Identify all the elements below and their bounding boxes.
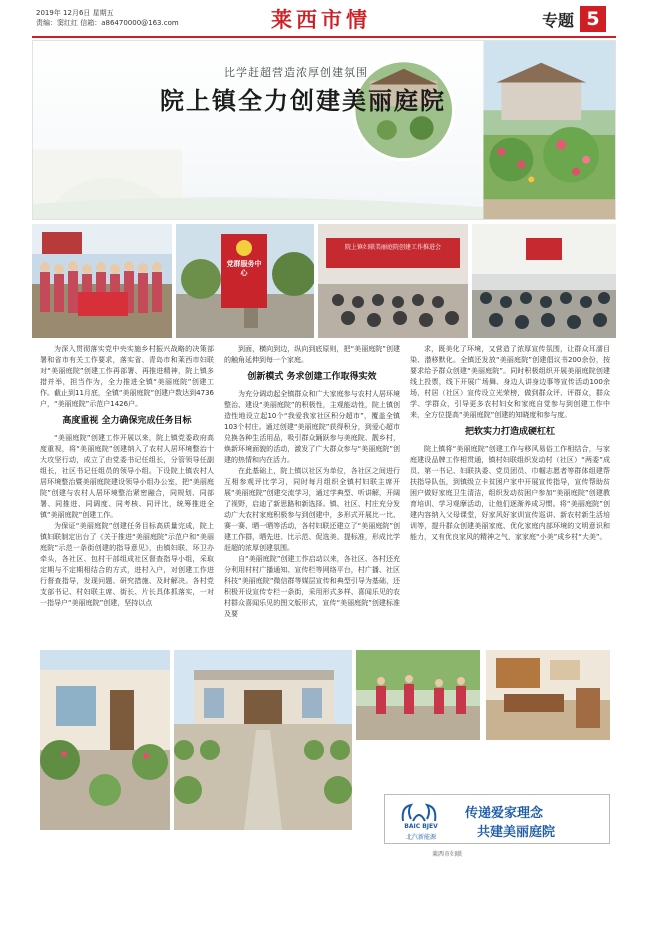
section-heading: 高度重视 全力确保完成任务目标 xyxy=(62,416,192,426)
paragraph: 在此基础上，院上镇以社区为单位，各社区之间进行互相参观评比学习，同时每月组织全镇村妇联主席开展“美丽庭院”创建交流学习，通过学典型、听讲解，开阔了视野，启迪了新思路和新选择。镇、社区、村庄充分发动广大农村家庭积极参与到创建中，多形式开展比一比、赛一赛、晒一晒等活动，各村妇联还建立了“美丽庭院”创建工作群，晒先进、比示范、促选美、提标准，形成比学赶超的浓厚创建氛围。 xyxy=(224,467,400,552)
paragraph: 到面，横向到边，纵向到底原则，把“美丽庭院”创建的触角延伸到每一个家庭。 xyxy=(224,345,400,364)
baic-logo-icon xyxy=(397,801,441,825)
sponsor-brand: BAIC BJEV xyxy=(404,823,438,830)
sponsor-advertisement xyxy=(384,794,610,844)
sponsor-brand-cn: 北汽新能源 xyxy=(405,834,436,841)
article-title: 院上镇全力创建美丽庭院 xyxy=(160,86,446,115)
paragraph: 为充分调动起全镇群众和广大家庭参与农村人居环境整治、建设“美丽庭院”的积极性，主观能动性，院上镇创造性地设立起10个“我爱我家社区积分超市”，覆盖全镇103个村庄。通过创建“美丽庭院”获得积分，到爱心超市兑换各种生活用品，吸引群众踊跃参与美庭院、靓乡村，焕新环境面貌的活动，激发了广大群众参与“美丽庭院”创建的热情和内在活力。 xyxy=(224,390,400,464)
ad-slogan-line-1: 传递爱家理念 xyxy=(465,806,544,821)
issue-date: 2019年 12月6日 星期五 xyxy=(36,9,114,17)
article-column-1 xyxy=(40,344,214,644)
editor-contact: 责编：窦红红 信箱：a86470000@163.com xyxy=(36,19,179,27)
photo-interior-room xyxy=(486,650,610,740)
newspaper-masthead: 莱西市情 xyxy=(271,7,371,32)
photo-meeting-hall xyxy=(318,224,468,338)
ad-slogan-line-2: 共建美丽庭院 xyxy=(477,825,556,840)
credit-label: 莱西市妇联 xyxy=(432,851,463,858)
paragraph: 求，既美化了环境，又营造了浓厚宣传氛围，让群众耳濡目染、潜移默化。全镇还发放“美丽庭院”创建倡议书200余份，按要求给予群众创建“美丽庭院”。同时积极组织开展美丽庭院创建线上投票，线下开展广场舞、身边人讲身边事等宣传活动100余场，村居（社区）宣传设立光荣榜，做到群众评、评群众，群众学、学群众，引导更多农村妇女和家庭自觉参与到创建工作中来，全方位提高“美丽庭院”创建的知晓度和参与度。 xyxy=(410,345,610,419)
photo-village-street xyxy=(174,650,352,830)
section-label: 专题 xyxy=(542,11,575,30)
article-column-2 xyxy=(224,344,400,644)
party-sign-text: 党群服务中心 xyxy=(226,260,262,277)
page-number: 5 xyxy=(580,6,606,32)
meeting-banner-text: 院上镇妇联美丽庭院创建工作推进会 xyxy=(344,244,441,251)
photo-house-courtyard xyxy=(40,650,170,830)
photo-party-service-sign xyxy=(176,224,314,338)
paragraph: 为保证“美丽庭院”创建任务目标高质量完成，院上镇妇联制定出台了《关于推进“美丽庭院”示范户和“美丽庭院”示范一条街创建的指导意见》，由镇妇联、环卫办牵头，各社区、包村干部组成社区督查指导小组，采取定期与不定期相结合的方式，进村入户，对创建工作进行督查指导，发现问题、研究措施、及时解决。各村党支部书记、村妇联主席、街长、片长具体抓落实，一对一指导户“美丽庭院”创建，坚持以点 xyxy=(40,522,214,607)
paragraph: “美丽庭院”创建工作开展以来，院上镇党委政府高度重视，将“美丽庭院”创建纳入了农村人居环境整治十大攻坚行动，成立了由党委书记任组长，分管领导任副组长，社区书记任组员的领导小组。下设院上镇农村人居环境整治暨美丽庭院建设领导小组办公室，把“美丽庭院”创建与农村人居环境整治紧密融合，同规划、同部署、同推进、同调度、同考核、同评比，统筹推进全镇“美丽庭院”创建工作。 xyxy=(40,434,214,519)
paragraph: 院上镇将“美丽庭院”创建工作与移风易俗工作相结合，与家庭建设品牌工作相贯通，镇村妇联组织发动村（社区）“两委”成员、第一书记、妇联执委、党员团员、巾帼志愿者等群体组建帮扶指导队伍，到镇级立卡贫困户家中开展宣传指导，宣传帮助贫困户做好家庭卫生清洁，组织发动贫困户参加“美丽庭院”创建教育培训、学习观摩活动，让他们逐渐养成习惯。将“美丽庭院”创建内容纳入父母课堂，好家风好家训宣传巡讲、新农村新生活培训等，提升群众创建美丽家庭、优化家庭内部环境的文明意识和能力，又有优良家风的精神之气，家家庭“小美”成乡村“大美”。 xyxy=(410,445,610,541)
photo-volunteers xyxy=(356,650,480,740)
section-heading: 把软实力打造成硬杠杠 xyxy=(464,427,555,437)
paragraph: 为深入贯彻落实党中央实施乡村振兴战略的决策部署和省市有关工作要求，落实省、青岛市和莱西市妇联对“美丽庭院”创建工作再部署、再推进精神，院上镇多措并举，担当作为，全力推进全镇“美丽庭院”创建工作。截止到11月底，全镇“美丽庭院”创建户数达到4736户，“美丽庭院”示范户1426户。 xyxy=(40,345,214,408)
photo-training-room xyxy=(472,224,616,338)
section-heading: 创新模式 务求创建工作取得实效 xyxy=(247,372,377,382)
header-rule xyxy=(32,36,616,38)
article-subtitle: 比学赶超营造浓厚创建氛围 xyxy=(224,66,368,79)
page-header xyxy=(0,0,648,36)
paragraph: 自“美丽庭院”创建工作启动以来，各社区、各村还充分利用村村广播通知、宣传栏等网络平台，村广播、社区科技“美丽庭院”微信群等媒层宣传和典型引导为基础，还积极开设宣传专栏一条街，采用形式多样、喜闻乐见的农村群众喜闻乐见的图文版形式，宣传“美丽庭院”创建标准及要 xyxy=(224,555,400,618)
article-column-3 xyxy=(410,344,610,644)
photo-women-group xyxy=(32,224,172,338)
